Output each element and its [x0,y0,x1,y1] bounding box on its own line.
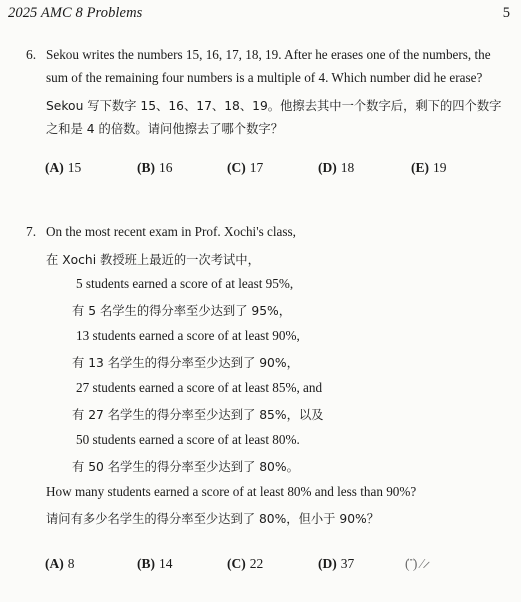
problem-7-number: 7. [26,224,37,239]
problem-7-choice-e-partial[interactable]: (̈ ̈) ⁄ ̷ [405,556,427,571]
problem-6-choice-d[interactable]: (D) 18 [318,160,355,175]
problem-7-item-1-en: 5 students earned a score of at least 95%, [76,276,294,291]
problem-6-text-zh-line1: Sekou 写下数字 15、16、17、18、19。他擦去其中一个数字后，剩下的四个数字 [46,99,502,113]
problem-7-choice-d[interactable]: (D) 37 [318,556,355,571]
problem-7-item-2-zh: 有 13 名学生的得分率至少达到了 90%， [72,356,299,370]
problem-7-choice-c[interactable]: (C) 22 [227,556,264,571]
problem-7-choice-b[interactable]: (B) 14 [137,556,173,571]
problem-7-item-3-zh: 有 27 名学生的得分率至少达到了 85%，以及 [72,408,324,422]
problem-6-text-zh-line2: 之和是 4 的倍数。请问他擦去了哪个数字？ [46,122,283,136]
problem-7-text-zh-line1: 在 Xochi 教授班上最近的一次考试中， [46,253,260,267]
problem-7-question-zh: 请问有多少名学生的得分率至少达到了 80%，但小于 90%？ [46,512,380,526]
problem-6-text-en-line1: Sekou writes the numbers 15, 16, 17, 18, 19. After he erases one of the numbers, the [46,47,491,62]
page-header-title: 2025 AMC 8 Problems [8,5,143,21]
problem-7-item-3-en: 27 students earned a score of at least 85%, and [76,380,323,395]
problem-7-text-en-line1: On the most recent exam in Prof. Xochi's class, [46,224,296,239]
problem-7-question-en: How many students earned a score of at least 80% and less than 90%? [46,484,417,499]
problem-7-item-2-en: 13 students earned a score of at least 90%, [76,328,300,343]
problem-6-choice-b[interactable]: (B) 16 [137,160,173,175]
problem-6-text-en-line2: sum of the remaining four numbers is a multiple of 4. Which number did he erase? [46,70,483,85]
problem-7-choice-a[interactable]: (A) 8 [45,556,75,571]
problem-6-choice-a[interactable]: (A) 15 [45,160,82,175]
problem-7-item-4-zh: 有 50 名学生的得分率至少达到了 80%。 [72,460,299,474]
problem-7-item-4-en: 50 students earned a score of at least 80%. [76,432,300,447]
problem-6-choice-c[interactable]: (C) 17 [227,160,264,175]
problem-6-choice-e[interactable]: (E) 19 [411,160,447,175]
problem-6-number: 6. [26,47,37,62]
problem-7-item-1-zh: 有 5 名学生的得分率至少达到了 95%， [72,304,292,318]
page-number: 5 [502,5,510,21]
